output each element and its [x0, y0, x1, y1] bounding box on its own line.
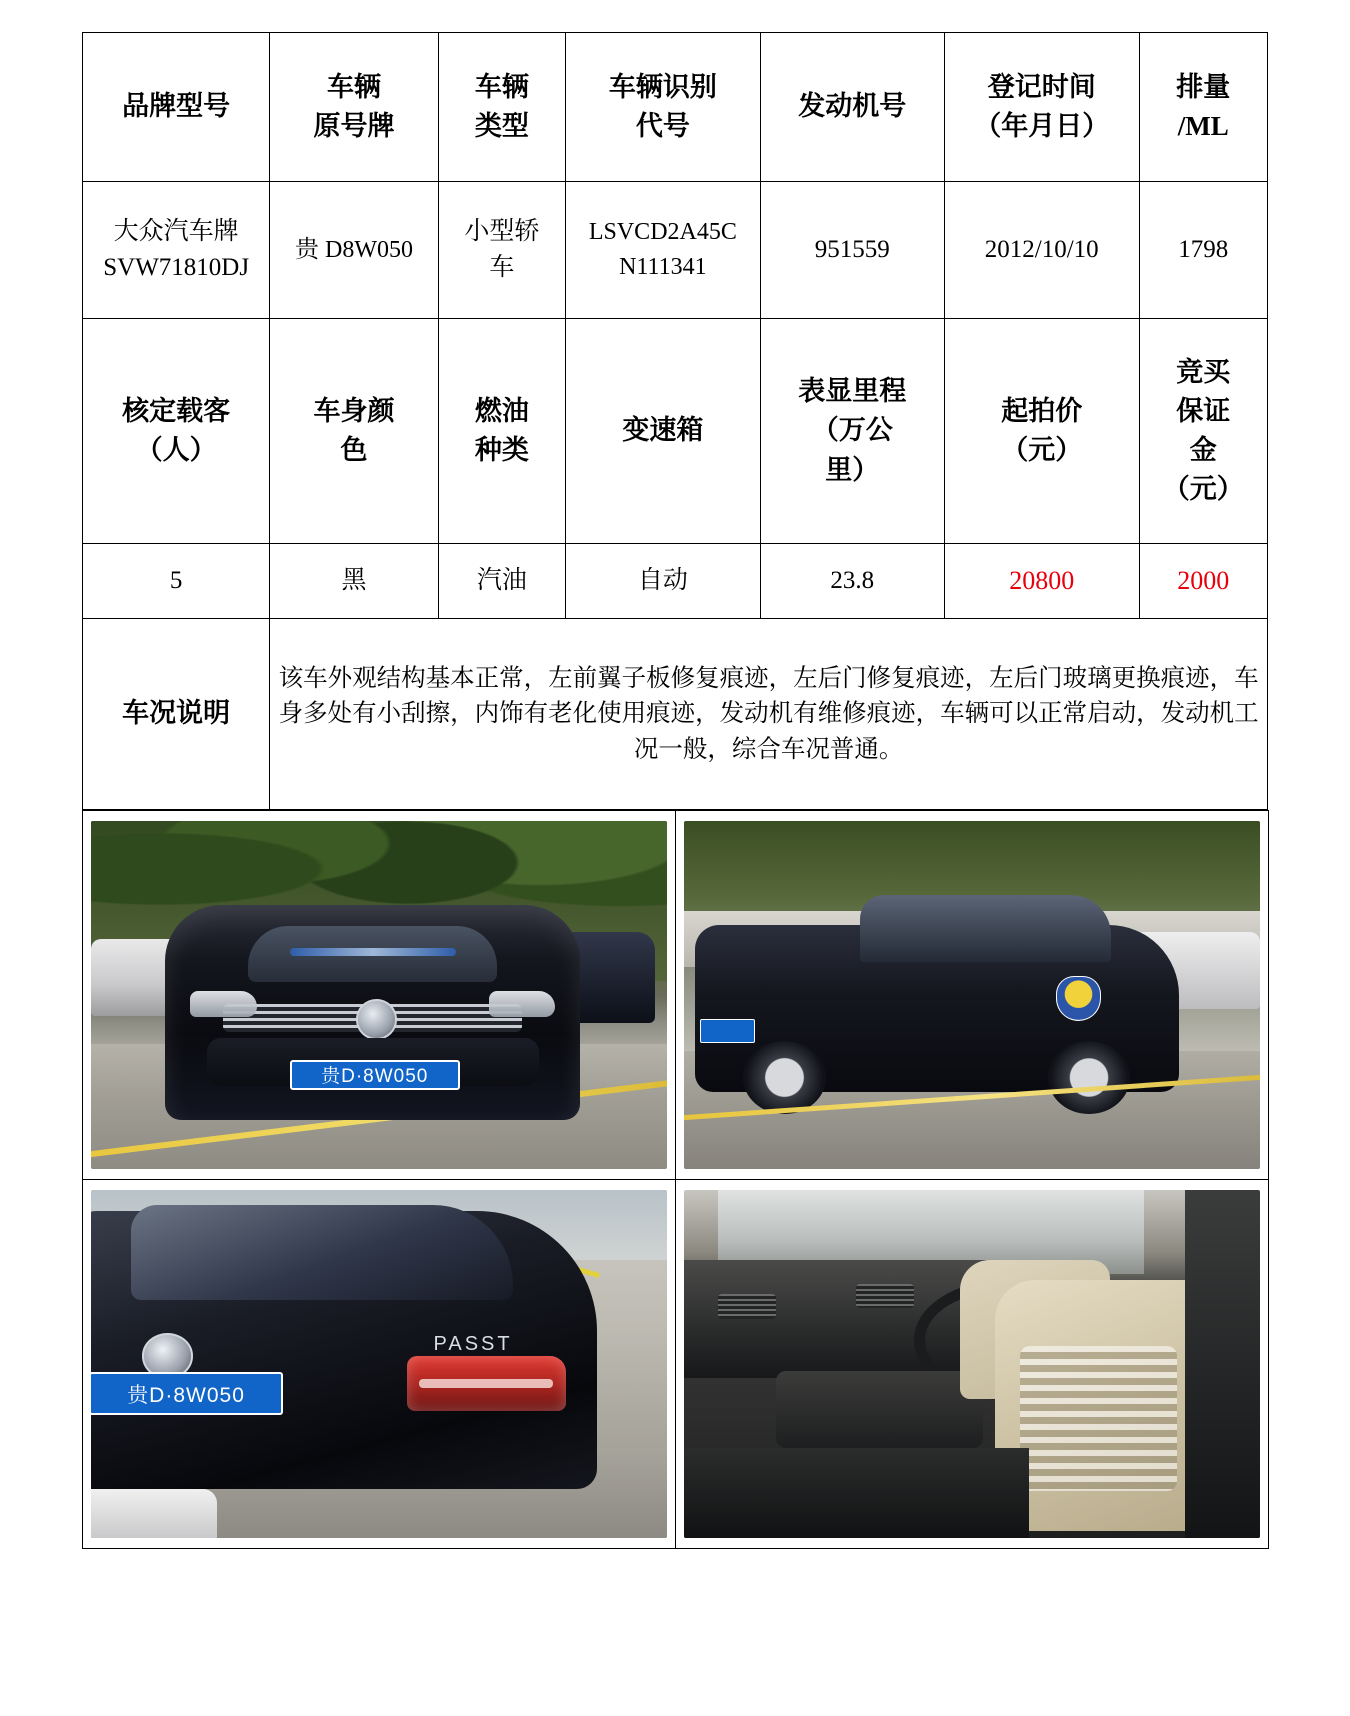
header-displacement	[1139, 33, 1267, 182]
photo2-car-body	[695, 925, 1179, 1092]
photo-cell-front	[82, 811, 675, 1180]
value-vin	[566, 182, 761, 319]
header-mileage-line2: （万公	[811, 415, 893, 446]
value-seats: 5	[83, 544, 270, 619]
photo3-adjacent-white-car	[91, 1489, 218, 1538]
header-fuel-type	[438, 319, 565, 544]
photo4-seat-pattern	[1020, 1346, 1177, 1491]
value-start-price: 20800	[944, 544, 1139, 619]
photo-cell-front-side	[675, 811, 1268, 1180]
photo-rear-view	[83, 1180, 675, 1548]
header-mileage-line3: 里）	[825, 454, 880, 485]
header-original-plate-line2: 原号牌	[313, 111, 395, 141]
header-vin-line2: 代号	[635, 111, 690, 141]
photo3-model-badge: PASST	[433, 1333, 513, 1356]
value-deposit: 2000	[1139, 544, 1267, 619]
header-registration-date	[944, 33, 1139, 182]
photo3-license-plate: 贵D·8W050	[91, 1372, 284, 1415]
photo4-center-console	[776, 1371, 983, 1448]
value-brand-model-line1: 大众汽车牌	[113, 217, 239, 245]
header-body-color	[270, 319, 438, 544]
photo-cell-rear	[82, 1180, 675, 1549]
header-vehicle-type-line2: 类型	[474, 111, 529, 141]
value-vin-line2: N111341	[619, 254, 707, 280]
table-value-row-1	[83, 182, 1268, 319]
photo2-side-glass	[860, 895, 1112, 962]
value-mileage: 23.8	[760, 544, 944, 619]
header-vin-line1: 车辆识别	[608, 71, 717, 102]
value-fuel-type: 汽油	[438, 544, 565, 619]
header-start-price-line2: （元）	[1001, 435, 1083, 465]
header-brand-model: 品牌型号	[83, 33, 270, 182]
value-vin-line1: LSVCD2A45C	[588, 219, 737, 246]
value-original-plate: 贵 D8W050	[270, 182, 438, 319]
photo-row-2	[82, 1180, 1268, 1549]
value-vehicle-type-line1: 小型轿	[464, 217, 540, 245]
header-mileage	[760, 319, 944, 544]
header-vehicle-type	[438, 33, 565, 182]
header-deposit-line1: 竞买	[1176, 356, 1231, 387]
header-original-plate	[270, 33, 438, 182]
photo-rear-view-canvas	[91, 1190, 667, 1538]
vehicle-photo-grid	[82, 810, 1269, 1549]
photo1-roof-lightbar	[290, 948, 456, 957]
photo-front-view-canvas	[91, 821, 667, 1169]
header-deposit-line4: （元）	[1162, 474, 1244, 505]
photo4-air-vent-center	[856, 1284, 914, 1308]
vehicle-info-table	[82, 32, 1268, 810]
header-registration-date-line2: （年月日）	[974, 111, 1110, 141]
table-value-row-2	[83, 544, 1268, 619]
header-vehicle-type-line1: 车辆	[474, 71, 529, 102]
header-deposit-line2: 保证	[1176, 395, 1231, 426]
header-gearbox: 变速箱	[566, 319, 761, 544]
value-displacement: 1798	[1139, 182, 1267, 319]
photo1-car-body	[165, 905, 580, 1121]
header-registration-date-line1: 登记时间	[987, 71, 1096, 102]
photo2-license-plate	[700, 1019, 755, 1043]
header-body-color-line1: 车身颜	[313, 395, 395, 426]
header-body-color-line2: 色	[340, 435, 368, 465]
header-original-plate-line1: 车辆	[327, 71, 381, 102]
photo1-headlight-left	[190, 991, 256, 1017]
photo2-front-wheel	[743, 1041, 825, 1114]
photo3-taillight	[407, 1356, 566, 1412]
photo4-air-vent-left	[718, 1294, 776, 1318]
value-registration-date: 2012/10/10	[944, 182, 1139, 319]
table-header-row-1	[83, 33, 1268, 182]
header-fuel-type-line1: 燃油	[474, 395, 529, 426]
police-emblem-icon	[1056, 976, 1102, 1021]
photo-front-view	[83, 811, 675, 1179]
photo3-car-body	[91, 1211, 598, 1489]
value-brand-model	[83, 182, 270, 319]
photo1-headlight-right	[489, 991, 555, 1017]
header-deposit	[1139, 319, 1267, 544]
header-engine-no: 发动机号	[760, 33, 944, 182]
photo-cell-interior	[675, 1180, 1268, 1549]
photo-interior-view	[676, 1180, 1268, 1548]
value-vehicle-type-line2: 车	[489, 254, 515, 281]
photo-front-side-view	[676, 811, 1268, 1179]
header-start-price	[944, 319, 1139, 544]
photo4-floor	[684, 1448, 1030, 1538]
header-displacement-line2: /ML	[1177, 111, 1229, 141]
value-vehicle-type	[438, 182, 565, 319]
header-deposit-line3: 金	[1189, 435, 1217, 465]
vw-logo-icon	[356, 999, 397, 1040]
value-body-color: 黑	[270, 544, 438, 619]
condition-text: 该车外观结构基本正常，左前翼子板修复痕迹，左后门修复痕迹，左后门玻璃更换痕迹，车身多处有小刮擦，内饰有老化使用痕迹，发动机有维修痕迹，车辆可以正常启动，发动机工况一般，综合车况普通。	[270, 619, 1268, 810]
condition-label: 车况说明	[83, 619, 270, 810]
value-gearbox: 自动	[566, 544, 761, 619]
photo-row-1	[82, 811, 1268, 1180]
photo-interior-view-canvas	[684, 1190, 1260, 1538]
table-header-row-2	[83, 319, 1268, 544]
header-start-price-line1: 起拍价	[1001, 395, 1083, 426]
header-seats-line1: 核定载客	[122, 395, 231, 426]
header-displacement-line1: 排量	[1176, 71, 1231, 102]
photo3-rear-windshield	[131, 1205, 513, 1300]
header-vin	[566, 33, 761, 182]
photo2-rear-wheel	[1048, 1041, 1130, 1114]
photo4-door-panel	[1185, 1190, 1260, 1538]
header-seats-line2: （人）	[135, 435, 217, 465]
value-engine-no: 951559	[760, 182, 944, 319]
header-fuel-type-line2: 种类	[474, 435, 529, 465]
table-condition-row	[83, 619, 1268, 810]
photo-front-side-view-canvas	[684, 821, 1260, 1169]
value-brand-model-line2: SVW71810DJ	[103, 254, 250, 281]
header-seats	[83, 319, 270, 544]
header-mileage-line1: 表显里程	[798, 376, 907, 407]
photo1-license-plate: 贵D·8W050	[290, 1060, 460, 1090]
